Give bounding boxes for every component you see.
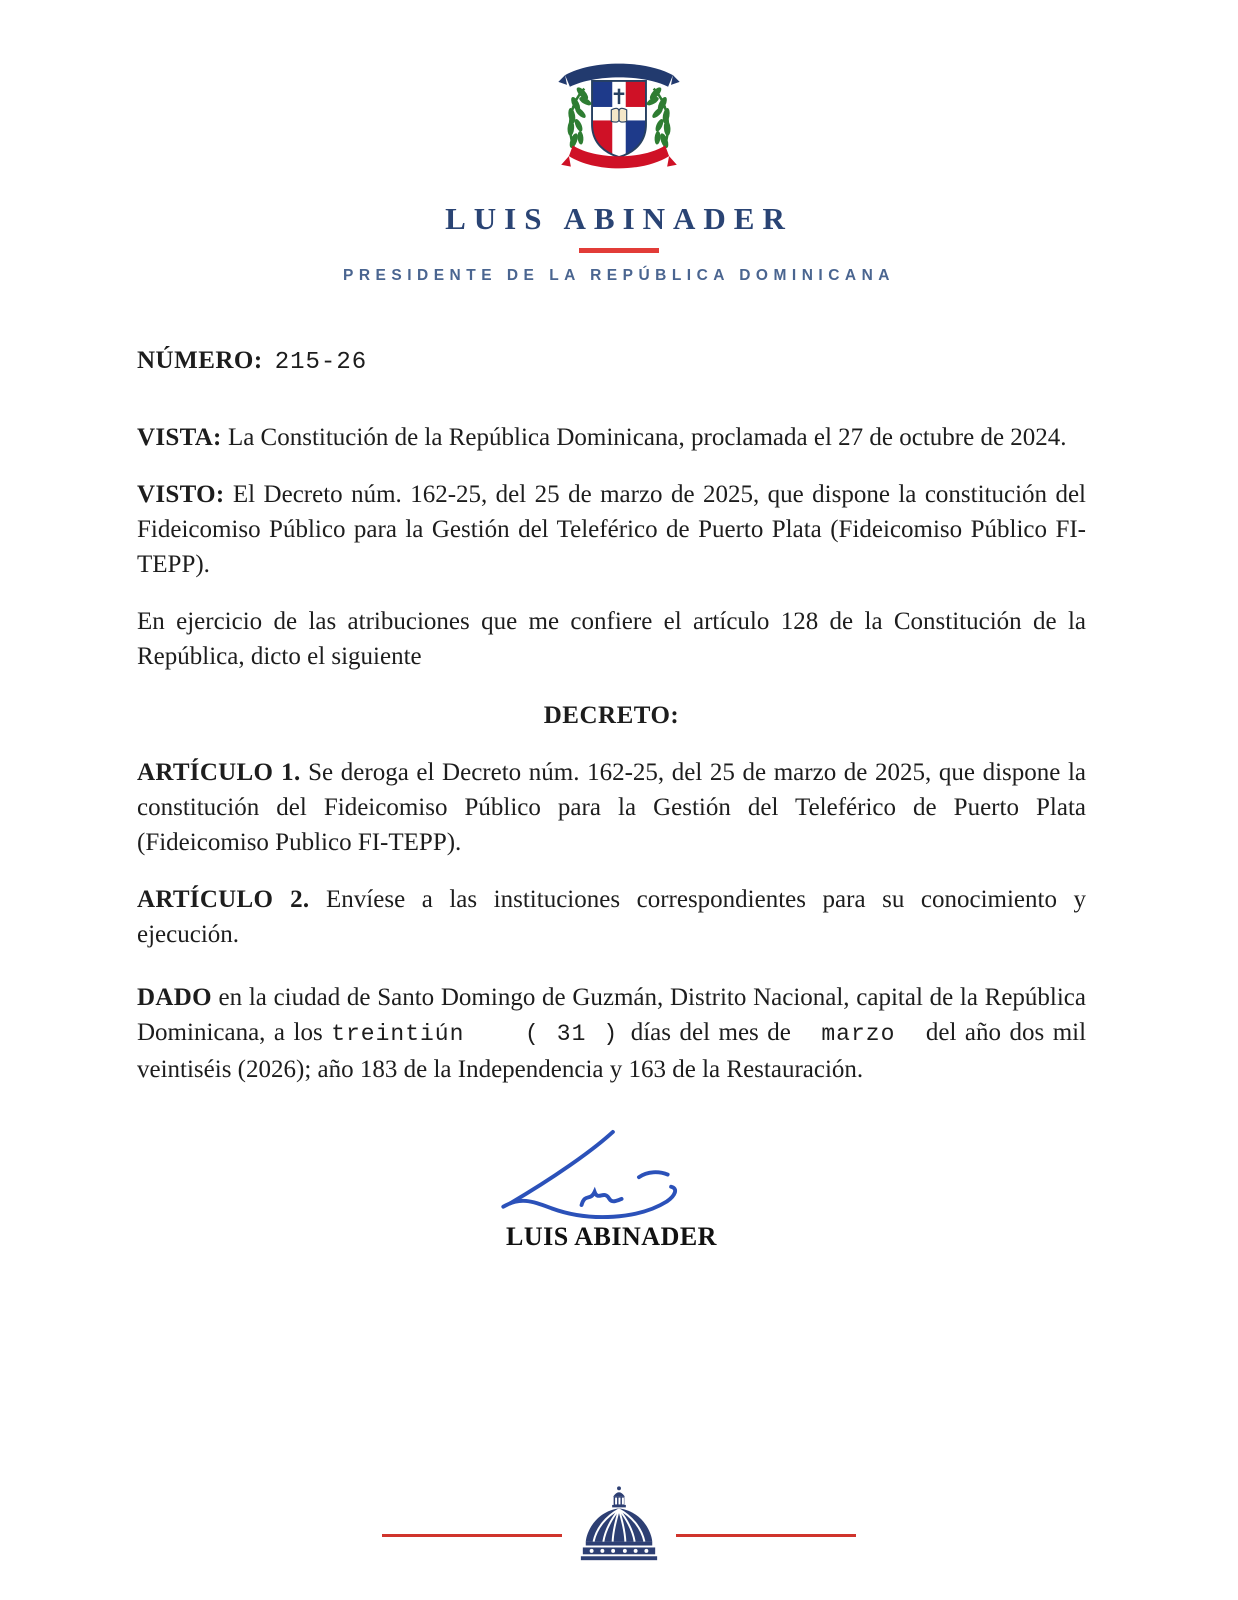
paragraph-vista [137, 420, 1086, 455]
paragraph-visto [137, 477, 1086, 582]
palm-branch [645, 86, 671, 155]
coat-of-arms-icon [541, 54, 697, 184]
president-name: LUIS ABINADER [445, 201, 793, 236]
dado-day-number: ( 31 ) [524, 1021, 619, 1047]
dado-month: marzo [821, 1021, 896, 1047]
signature-name: LUIS ABINADER [506, 1222, 717, 1251]
paragraph-dado [137, 980, 1086, 1087]
dado-text-2: días del mes de [630, 1019, 791, 1046]
paragraph-articulo-1 [137, 755, 1086, 860]
articulo-1-text: Se deroga el Decreto núm. 162-25, del 25 de marzo de 2025, que dispone la constitución del Fideicomiso Público para la Gestión del Teleférico de Puerto Plata (Fideicomiso Publico FI-TEPP). [137, 759, 1087, 856]
dado-text-3: del año dos mil veintiséis (2026); año 183 de la Independencia y 163 de la Restauración. [137, 1019, 1087, 1083]
president-subtitle: PRESIDENTE DE LA REPÚBLICA DOMINICANA [343, 267, 895, 284]
vista-lead: VISTA: [137, 424, 222, 451]
numero-label: NÚMERO: [137, 347, 263, 374]
visto-lead: VISTO: [137, 481, 225, 508]
signature-icon [487, 1125, 737, 1225]
red-divider [579, 248, 659, 253]
dado-text-1: en la ciudad de Santo Domingo de Guzmán, Distrito Nacional, capital de la República Dominicana, a los [137, 984, 1086, 1046]
dado-day-word: treintiún [331, 1021, 465, 1047]
laurel-branch [567, 86, 593, 155]
vista-text: La Constitución de la República Dominicana, proclamada el 27 de octubre de 2024. [227, 424, 1067, 451]
signature-block [137, 1125, 1086, 1254]
dado-lead: DADO [137, 984, 212, 1011]
paragraph-preamble: En ejercicio de las atribuciones que me confiere el artículo 128 de la Constitución de la República, dicto el siguiente [137, 608, 1086, 670]
visto-text: El Decreto núm. 162-25, del 25 de marzo de 2025, que dispone la constitución del Fideicomiso Público para la Gestión del Teleférico de Puerto Plata (Fideicomiso Público FI-TEPP). [137, 481, 1086, 578]
page-footer [0, 1484, 1238, 1564]
footer-rule-right [676, 1534, 856, 1537]
decree-body [137, 343, 1086, 1254]
letterhead [0, 0, 1238, 285]
national-palace-dome-icon [575, 1484, 663, 1564]
numero-value: 215-26 [274, 349, 368, 376]
articulo-2-lead: ARTÍCULO 2. [137, 886, 310, 913]
decree-number-line [137, 343, 1086, 380]
decreto-heading: DECRETO: [543, 702, 680, 729]
articulo-1-lead: ARTÍCULO 1. [137, 759, 301, 786]
articulo-2-text: Envíese a las instituciones correspondientes para su conocimiento y ejecución. [137, 886, 1087, 948]
paragraph-articulo-2 [137, 882, 1086, 952]
footer-rule-left [382, 1534, 562, 1537]
